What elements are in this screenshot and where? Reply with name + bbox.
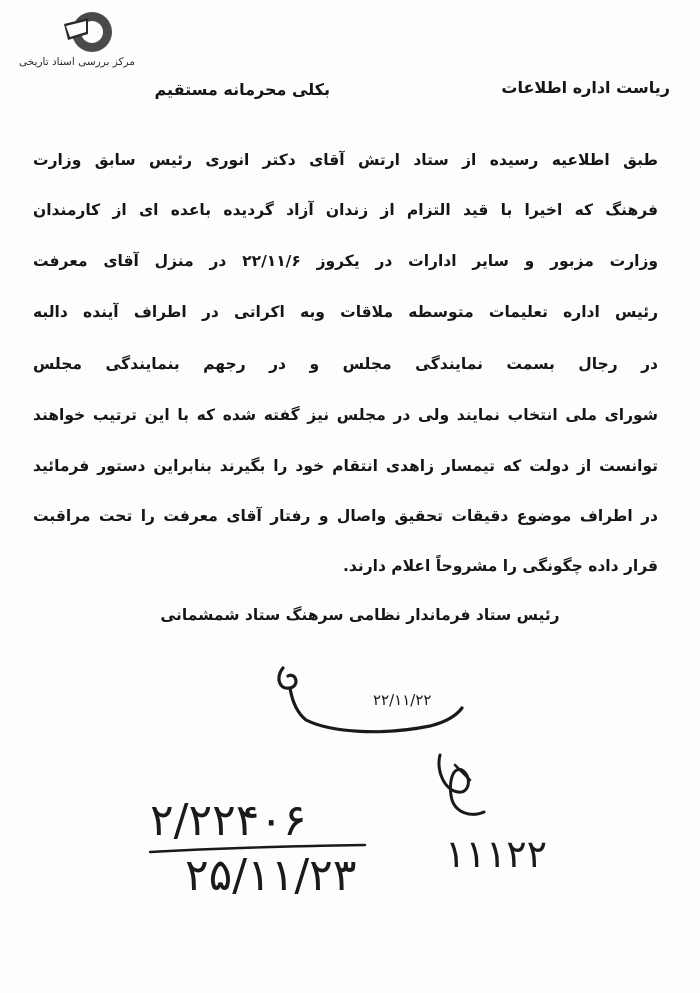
header-classification: بکلی محرمانه مستقیم [154, 80, 330, 99]
handwritten-date: ۲۲/۱۱/۲۲ [373, 691, 432, 709]
watermark-text: مرکز بررسی اسناد تاریخی [19, 56, 135, 68]
body-line-9: قرار داده چگونگی را مشروحاً اعلام دارند. [343, 557, 658, 575]
body-line-6: شورای ملی انتخاب نمایند ولی در مجلس نیز گفته شده که با این ترتیب خواهند [33, 406, 658, 424]
body-line-1: طبق اطلاعیه رسیده از ستاد ارتش آقای دکتر انوری رئیس سابق وزارت [33, 151, 658, 169]
body-line-2: فرهنگ که اخیرا با قید التزام از زندان آزاد گردیده باعده ای از کارمندان [33, 201, 658, 219]
paraph-stroke [439, 755, 484, 814]
body-line-3: وزارت مزبور و سایر ادارات در یکروز ۲۲/۱۱/۶ در منزل آقای معرفت [33, 252, 658, 270]
body-line-7: توانست از دولت که تیمسار زاهدی انتقام خود را بگیرند بنابراین دستور فرمائید [33, 457, 658, 475]
signature-stroke [279, 668, 462, 732]
paraph-cross [455, 765, 470, 780]
signer-line: رئیس ستاد فرماندار نظامی سرهنگ ستاد شمشمانی [160, 606, 560, 624]
body-line-8: در اطراف موضوع دقیقات تحقیق واصال و رفتار آقای معرفت را تحت مراقبت [33, 507, 658, 525]
body-line-5: در رجال بسمت نمایندگی مجلس و در رجهم بنمایندگی مجلس [33, 355, 658, 373]
handwritten-reference-number: ۲/۲۲۴۰۶ [150, 795, 307, 846]
handwritten-reference-date: ۲۵/۱۱/۲۳ [185, 850, 357, 901]
handwritten-side-number: ۱۱۱۲۲ [445, 832, 548, 876]
header-organization: ریاست اداره اطلاعات [501, 78, 670, 97]
body-line-4: رئیس اداره تعلیمات متوسطه ملاقات وبه اکراتی در اطراف آینده دالبه [33, 303, 658, 321]
